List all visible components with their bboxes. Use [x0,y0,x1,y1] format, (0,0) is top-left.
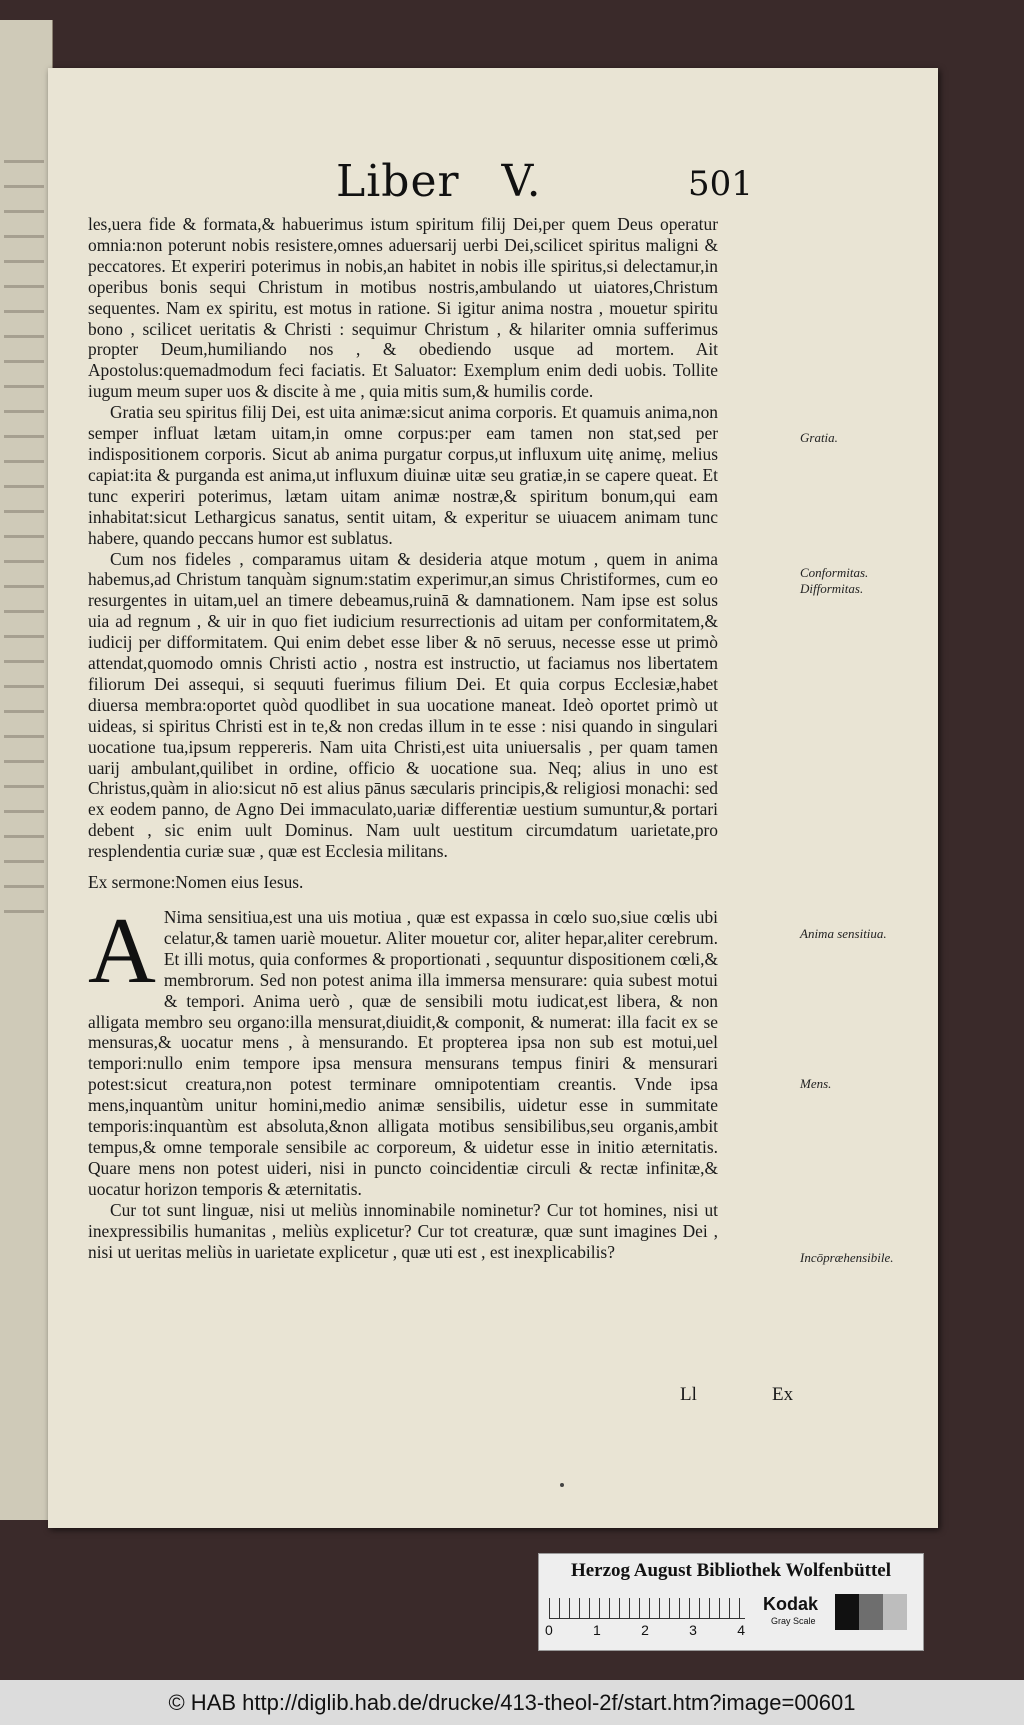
catchword: Ex [772,1384,794,1405]
gray-swatch-mid [859,1594,883,1630]
page-body [88,214,718,1262]
paragraph-1: les,uera fide & formata,& habuerimus istum spiritum filij Dei,per quem Deus operatur omnia:non poterunt nobis resistere,omnes aduersarij uerbi Dei,scilicet spiritus maligni & peccatores. Et experiri poterimus in nobis,an habitet in nobis ille spiritus,si delectamur,in operibus bonis sequi Christum in motibus nostris,ambulando ut uiatores,Christum sequentes. Nam ex spiritu, est motus in ratione. Si igitur anima nostra , mouetur spiritu bono , scilicet ueritatis & Christi : sequimur Christum , & hilariter omnia sufferimus propter Deum,humiliando nos , & obediendo usque ad mortem. Ait Apostolus:quemadmodum feci faciatis. Et Saluator: Exemplum enim dedi uobis. Tollite iugum meum super uos & discite à me , quia mitis sum,& humilis corde. [88,214,718,402]
copyright-footer: © HAB http://diglib.hab.de/drucke/413-theol-2f/start.htm?image=00601 [0,1680,1024,1725]
ruler-scale [549,1598,745,1619]
ruler-tick: 3 [689,1622,697,1638]
ruler-tick: 2 [641,1622,649,1638]
ruler-tick: 1 [593,1622,601,1638]
paragraph-dropcap [88,899,718,1200]
running-head-title: Liber [336,156,460,207]
previous-page-text-lines [4,160,44,920]
color-calibration-bar [538,1553,924,1651]
gray-scale-label: Gray Scale [771,1616,816,1626]
signature-mark: Ll [680,1384,697,1405]
margin-note-incomprehensibile: Incōpræhensibile. [800,1250,894,1265]
margin-note-anima-sensitiua: Anima sensitiua. [800,926,887,941]
previous-page-edge [0,20,53,1520]
paragraph-dropcap-text: Nima sensitiua,est una uis motiua , quæ est expassa in cœlo suo,siue cœlis ubi celatur,& tamen uariè mouetur. Aliter mouetur cor, aliter hepar,aliter cerebrum. Et illi motus, quia conformes & proportionati , sequuntur dispositionem cœli,& membrorum. Sed non potest anima illa immersa mensurare: quia subest motui & tempori. Anima uerò , quæ de sensibili motu iudicat,est libera, & non alligata membro seu organo:illa mensurat,diuidit,& componit, & numerat: illa facit ex se mensuras,& uocatur mens , à mensurando. Et propterea ipsa non sub est motui,uel tempori:nullo enim tempore ipsa mensura mensurans tempus finiri & mensurari potest:sicut creatura,non potest terminare omnipotentiam creantis. Vnde ipsa mens,inquantùm unitur homini,medio animæ sensibilis, uidetur esse in summitate temporis:inquantùm est absoluta,&non alligata motibus sensibilibus,seu organis,ambit tempus,& omne temporale sensibile ac corporeum, & uidetur esse in initio æternitatis. Quare mens non potest uideri, nisi in puncto coincidentiæ circuli & rectæ infinitæ,& uocatur horizon temporis & æternitatis. [88,907,718,1199]
margin-note-mens: Mens. [800,1076,832,1091]
paragraph-3: Cum nos fideles , comparamus uitam & desideria atque motum , quem in anima habemus,ad Christum tanquàm signum:statim experimur,an simus Christiformes, cum eo resurgentes in uitam,uel an timere debeamus,ruinā & damnationem. Nam ipse est solus uia ad regnum , & uir in quo fiet iudicium resurrectionis ad uitam per conformitatem,& iudicij per difformitatem. Qui enim debet esse liber & nō seruus, necesse esse ut primò attendat,quomodo omnis Christi actio , nostra est instructio, ut faciamus nos libertatem filiorum Dei assequi, si sequuti fuerimus filium Dei. Et quia corpus Ecclesiæ,habet diuersa membra:oportet quòd quodlibet in sua uocatione maneat. Ideò oportet primò ut uideas, si spiritus Christi est in te,& non credas illum in te esse : nisi quando in singulari uocatione tua,ipsum reppereris. Nam uita Christi,est uita uniuersalis , per quam tamen uarij ambulant,quilibet in ordine, officio & uocatione sua. Neq; alius in uno est Christus,quàm in alio:sicut nō est alius pānus sæcularis principis,& religiosi monachi: sed ex eodem panno, de Agno Dei immaculato,uariæ differentiæ uestium sumuntur,& portari debent , sic enim uult Dominus. Nam uult uestitum circumdatum uarietate,pro resplendentia curiæ suæ , quæ est Ecclesia militans. [88,548,718,862]
margin-note-conformitas: Conformitas. [800,565,869,580]
ruler-ticks [545,1622,745,1638]
page-number: 501 [688,164,753,204]
margin-note-gratia: Gratia. [800,430,838,445]
ruler-tick: 0 [545,1622,553,1638]
running-head [336,156,542,207]
institution-label: Herzog August Bibliothek Wolfenbüttel [570,1560,892,1581]
page-speck [560,1483,564,1487]
ruler-tick: 4 [737,1622,745,1638]
page-header [48,156,938,216]
paragraph-last: Cur tot sunt linguæ, nisi ut meliùs innominabile nominetur? Cur tot homines, nisi ut inexpressibilis humanitas , meliùs explicetur? Cur tot creaturæ, quæ sunt imagines Dei , nisi ut ueritas meliùs in uarietate explicetur , quæ uti est , est inexplicabilis? [88,1199,718,1262]
kodak-brand: Kodak [763,1594,819,1614]
gray-swatch-dark [835,1594,859,1630]
gray-swatch-light [883,1594,907,1630]
dropcap-letter: A [88,899,156,1003]
margin-note-difformitas: Difformitas. [800,581,864,596]
running-head-numeral: V. [501,156,542,207]
sermon-heading: Ex sermone:Nomen eius Iesus. [88,872,304,893]
book-page [48,68,938,1528]
paragraph-2: Gratia seu spiritus filij Dei, est uita animæ:sicut anima corporis. Et quamuis anima,non semper influat lætam uitam,in omne corpus:per eam tamen non stat,sed per indispositionem corporis. Sicut ab anima purgatur corpus,ut influxum uitę animę, melius capiat:ita & purganda est anima,ut influxum diuinæ uitæ seu gratiæ,in se capere queat. Et tunc experiri poterimus, lætam uitam animæ nostræ,& spiritum bonum,qui eam inhabitat:sicut Lethargicus sanatus, sentit uitam, & experitur se uiuacem animam tunc habere, quando peccans humor est sublatus. [88,402,718,548]
